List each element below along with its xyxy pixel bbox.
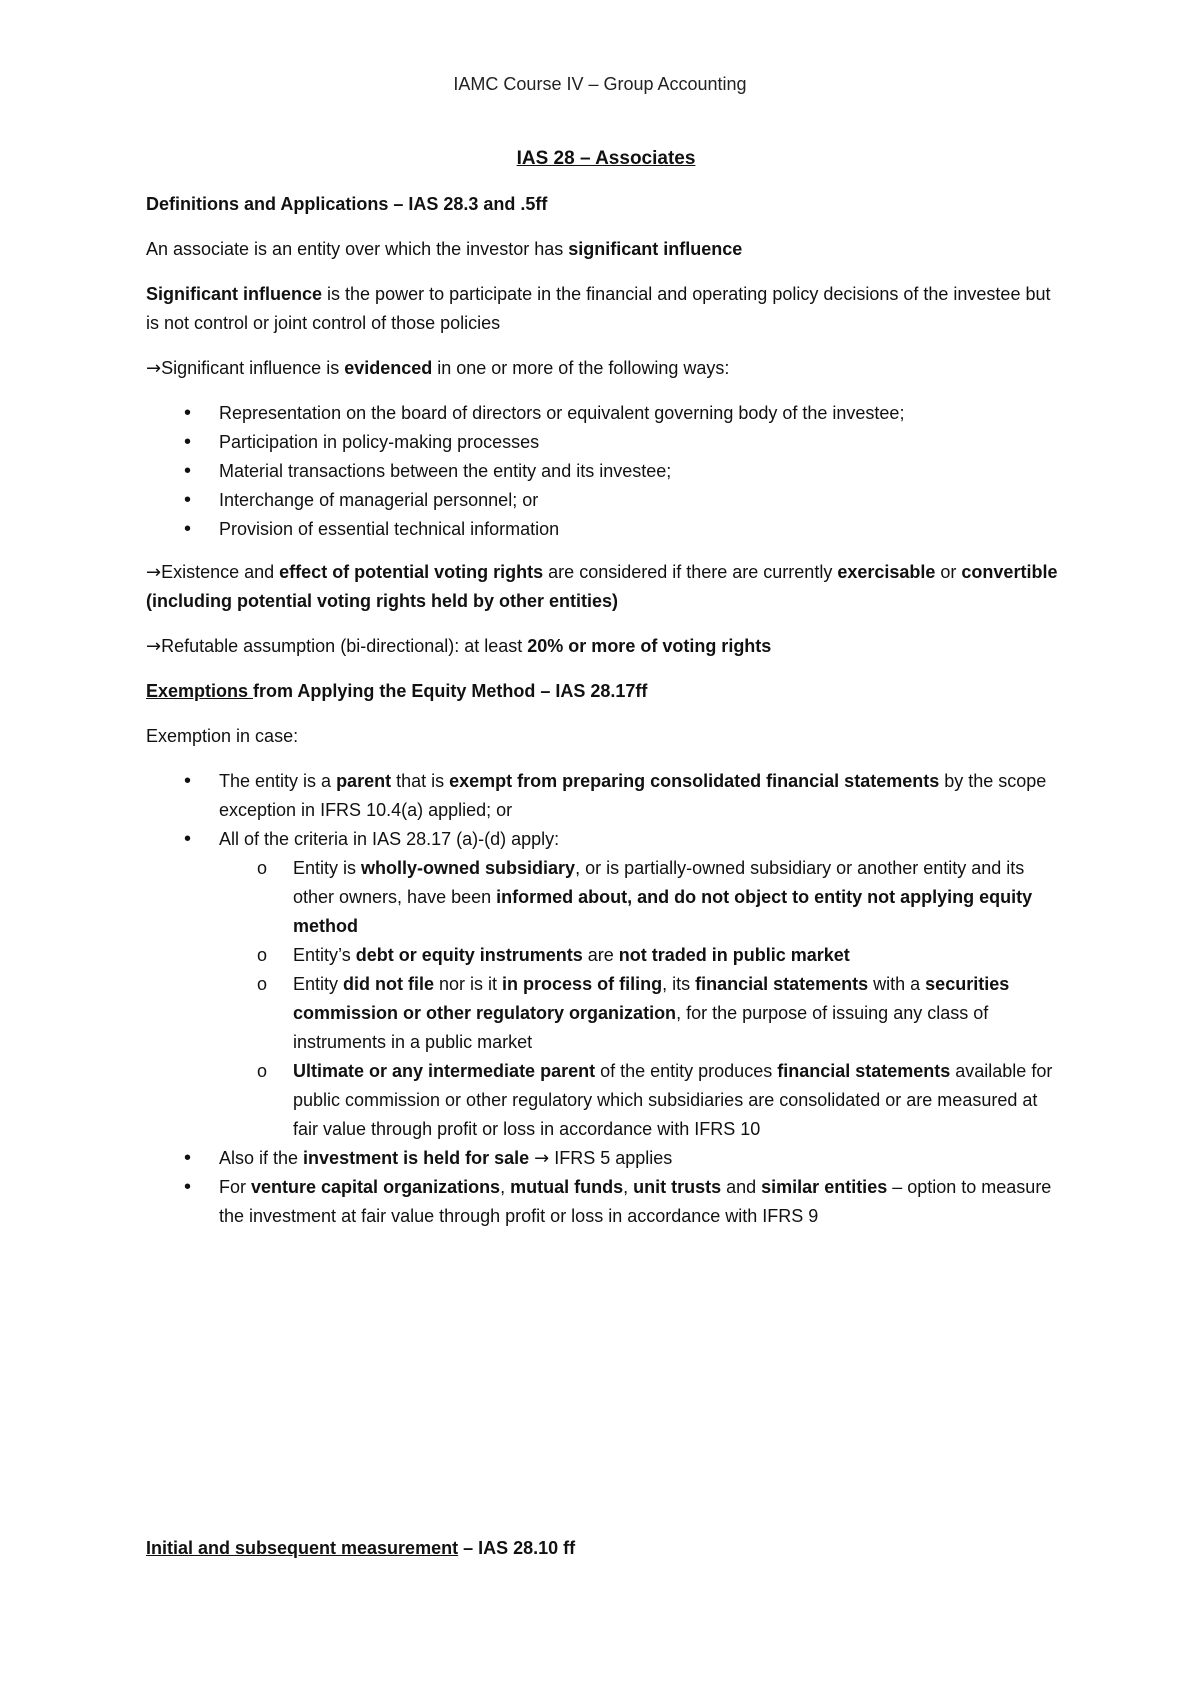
sub-list-item: o Entity is wholly-owned subsidiary, or is partially-owned subsidiary or another entity and its other owners, have been informed about, and do not object to entity not applying equity method xyxy=(219,854,1066,941)
page-title: IAS 28 – Associates xyxy=(516,148,696,169)
page-content xyxy=(146,148,1066,1245)
refutable-assumption: →Refutable assumption (bi-directional): at least 20% or more of voting rights xyxy=(146,636,772,657)
exemption-intro: Exemption in case: xyxy=(146,726,299,746)
potential-voting-rights: →Existence and effect of potential voting rights are considered if there are currently exercisable or convertible (including potential voting rights held by other entities) xyxy=(146,562,1058,611)
sub-list-item: o Entity did not file nor is it in process of filing, its financial statements with a securities commission or other regulatory organization, for the purpose of issuing any class of instruments in a public market xyxy=(219,970,1066,1057)
list-item: • For venture capital organizations, mutual funds, unit trusts and similar entities – option to measure the investment at fair value through profit or loss in accordance with IFRS 9 xyxy=(146,1173,1066,1231)
arrow-icon: → xyxy=(146,562,162,583)
sub-list-item: o Entity’s debt or equity instruments are not traded in public market xyxy=(219,941,1066,970)
exemption-list xyxy=(146,767,1066,1231)
page-header: IAMC Course IV – Group Accounting xyxy=(453,74,747,94)
criteria-sublist xyxy=(219,854,1066,1144)
list-item: • The entity is a parent that is exempt from preparing consolidated financial statements by the scope exception in IFRS 10.4(a) applied; or xyxy=(146,767,1066,825)
arrow-icon: → xyxy=(534,1148,550,1169)
arrow-icon: → xyxy=(146,636,162,657)
list-item: • Representation on the board of directors or equivalent governing body of the investee; xyxy=(146,399,1066,428)
exemptions-heading: Exemptions from Applying the Equity Method – IAS 28.17ff xyxy=(146,681,648,701)
measurement-heading: Initial and subsequent measurement – IAS 28.10 ff xyxy=(146,1538,576,1558)
list-item: • Participation in policy-making processes xyxy=(146,428,1066,457)
evidenced-line: →Significant influence is evidenced in one or more of the following ways: xyxy=(146,358,730,379)
list-item: • Interchange of managerial personnel; or xyxy=(146,486,1066,515)
arrow-icon: → xyxy=(146,358,162,379)
evidence-list xyxy=(146,399,1066,544)
list-item: • Material transactions between the entity and its investee; xyxy=(146,457,1066,486)
list-item: • Provision of essential technical information xyxy=(146,515,1066,544)
significant-influence-definition: Significant influence is the power to participate in the financial and operating policy decisions of the investee but is not control or joint control of those policies xyxy=(146,284,1051,333)
associate-definition: An associate is an entity over which the investor has significant influence xyxy=(146,239,743,259)
list-item: • Also if the investment is held for sale → IFRS 5 applies xyxy=(146,1144,1066,1173)
definitions-heading: Definitions and Applications – IAS 28.3 and .5ff xyxy=(146,194,548,214)
sub-list-item: o Ultimate or any intermediate parent of the entity produces financial statements available for public commission or other regulatory which subsidiaries are consolidated or are measured at fair value through profit or loss in accordance with IFRS 10 xyxy=(219,1057,1066,1144)
list-item: • All of the criteria in IAS 28.17 (a)-(d) apply: o Entity is wholly-owned subsidiary, or is partially-owned subsidiary or another entity and its other owners, have been informed about, and do not object to entity not applying equity method o Entity’s debt or equity instruments are not traded in public market o Entity did not file nor is it in process of filing, its financial statements with a securities commission or other regulatory organization, for the purpose of issuing any class of instruments in a public market o Ultimate or any intermediate parent of the entity produces financial statements available for public commission or other regulatory which subsidiaries are consolidated or are measured at fair value through profit or loss in accordance with IFRS 10 xyxy=(146,825,1066,1144)
